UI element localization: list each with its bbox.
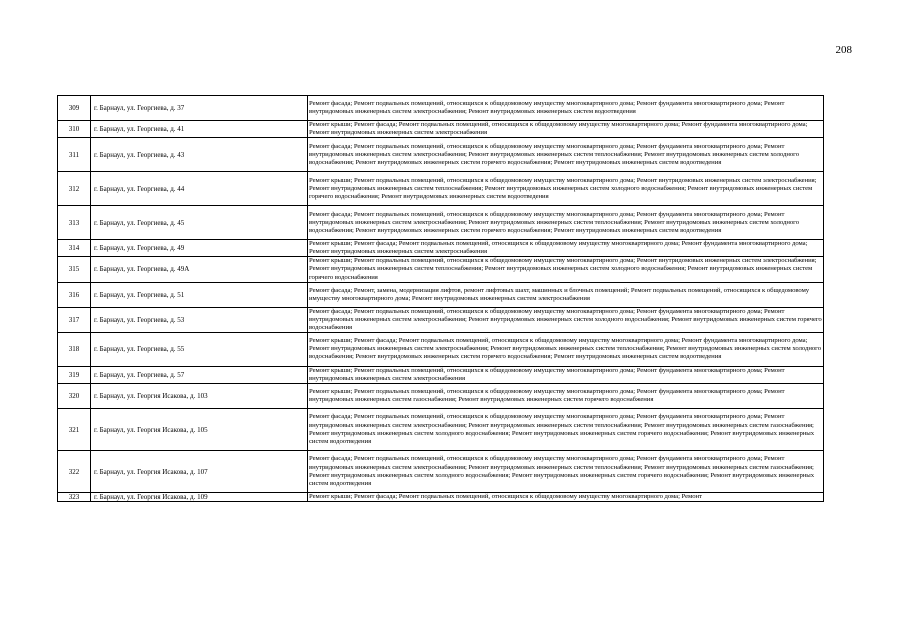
row-works: Ремонт крыши; Ремонт фасада; Ремонт подвальных помещений, относящихся к общедомовому имуществу многоквартирного дома; Ремонт (308, 493, 824, 502)
row-works: Ремонт крыши; Ремонт подвальных помещений, относящихся к общедомовому имуществу многоквартирного дома; Ремонт фундамента многоквартирного дома; Ремонт внутридомовых инженерных систем газоснабжения; Ремонт внутридомовых инженерных систем горячего водоснабжения (308, 384, 824, 409)
table-row (58, 409, 824, 451)
table-body (58, 96, 824, 502)
table-row (58, 121, 824, 138)
row-number: 310 (58, 121, 91, 138)
row-works: Ремонт фасада; Ремонт подвальных помещений, относящихся к общедомовому имуществу многоквартирного дома; Ремонт фундамента многоквартирного дома; Ремонт внутридомовых инженерных систем электроснабжения; Ремонт внутридомовых инженерных систем теплоснабжения; Ремонт внутридомовых инженерных систем газоснабжения; Ремонт внутридомовых инженерных систем холодного водоснабжения; Ремонт внутридомовых инженерных систем горячего водоснабжения; Ремонт внутридомовых инженерных систем водоотведения (308, 409, 824, 451)
row-number: 320 (58, 384, 91, 409)
row-address: г. Барнаул, ул. Георгия Исакова, д. 107 (91, 451, 308, 493)
row-works: Ремонт фасада; Ремонт подвальных помещений, относящихся к общедомовому имуществу многоквартирного дома; Ремонт фундамента многоквартирного дома; Ремонт внутридомовых инженерных систем электроснабжения; Ремонт внутридомовых инженерных систем холодного водоснабжения; Ремонт внутридомовых инженерных систем горячего водоснабжения (309, 307, 822, 331)
row-number: 311 (58, 138, 91, 172)
row-address: г. Барнаул, ул. Георгиева, д. 49 (91, 240, 308, 257)
table-row (58, 366, 824, 383)
row-works: Ремонт крыши; Ремонт подвальных помещений, относящихся к общедомовому имуществу многоквартирного дома; Ремонт внутридомовых инженерных систем электроснабжения; Ремонт внутридомовых инженерных систем теплоснабжения; Ремонт внутридомовых инженерных систем холодного водоснабжения; Ремонт внутридомовых инженерных систем горячего водоснабжения; Ремонт внутридомовых инженерных систем водоотведения (308, 172, 824, 206)
row-number: 318 (58, 332, 91, 366)
row-address: г. Барнаул, ул. Георгиева, д. 44 (91, 172, 308, 206)
row-number: 317 (58, 307, 91, 332)
table-row (58, 138, 824, 172)
row-address: г. Барнаул, ул. Георгия Исакова, д. 105 (91, 409, 308, 451)
row-works: Ремонт крыши; Ремонт фасада; Ремонт подвальных помещений, относящихся к общедомовому имуществу многоквартирного дома; Ремонт фундамента многоквартирного дома; Ремонт внутридомовых инженерных систем электроснабжения (308, 121, 824, 138)
row-works: Ремонт фасада; Ремонт подвальных помещений, относящихся к общедомовому имуществу многоквартирного дома; Ремонт фундамента многоквартирного дома; Ремонт внутридомовых инженерных систем электроснабжения; Ремонт внутридомовых инженерных систем теплоснабжения; Ремонт внутридомовых инженерных систем холодного водоснабжения; Ремонт внутридомовых инженерных систем горячего водоснабжения; Ремонт внутридомовых инженерных систем водоотведения (308, 138, 824, 172)
row-works: Ремонт крыши; Ремонт подвальных помещений, относящихся к общедомовому имуществу многоквартирного дома; Ремонт фундамента многоквартирного дома; Ремонт внутридомовых инженерных систем электроснабжения (308, 366, 824, 383)
row-works: Ремонт фасада; Ремонт подвальных помещений, относящихся к общедомовому имуществу многоквартирного дома; Ремонт фундамента многоквартирного дома; Ремонт внутридомовых инженерных систем электроснабжения; Ремонт внутридомовых инженерных систем водоотведения (308, 96, 824, 121)
row-address: г. Барнаул, ул. Георгиева, д. 57 (91, 366, 308, 383)
row-number: 314 (58, 240, 91, 257)
row-works: Ремонт крыши; Ремонт фасада; Ремонт подвальных помещений, относящихся к общедомовому имуществу многоквартирного дома; Ремонт фундамента многоквартирного дома; Ремонт внутридомовых инженерных систем электроснабжения; Ремонт внутридомовых инженерных систем теплоснабжения; Ремонт внутридомовых инженерных систем холодного водоснабжения; Ремонт внутридомовых инженерных систем горячего водоснабжения; Ремонт внутридомовых инженерных систем водоотведения (308, 332, 824, 366)
row-address: г. Барнаул, ул. Георгиева, д. 43 (91, 138, 308, 172)
row-address: г. Барнаул, ул. Георгиева, д. 55 (91, 332, 308, 366)
table-row (58, 240, 824, 257)
row-works: Ремонт фасада; Ремонт подвальных помещений, относящихся к общедомовому имуществу многоквартирного дома; Ремонт фундамента многоквартирного дома; Ремонт внутридомовых инженерных систем электроснабжения; Ремонт внутридомовых инженерных систем теплоснабжения; Ремонт внутридомовых инженерных систем холодного водоснабжения; Ремонт внутридомовых инженерных систем горячего водоснабжения; Ремонт внутридомовых инженерных систем водоотведения (308, 206, 824, 240)
row-address: г. Барнаул, ул. Георгия Исакова, д. 109 (91, 493, 308, 502)
row-works: Ремонт крыши; Ремонт фасада; Ремонт подвальных помещений, относящихся к общедомовому имуществу многоквартирного дома; Ремонт фундамента многоквартирного дома; Ремонт внутридомовых инженерных систем электроснабжения (308, 240, 824, 257)
table-row (58, 384, 824, 409)
table-row (58, 307, 824, 332)
table-row (58, 206, 824, 240)
row-number: 322 (58, 451, 91, 493)
row-address: г. Барнаул, ул. Георгия Исакова, д. 103 (91, 384, 308, 409)
row-address: г. Барнаул, ул. Георгиева, д. 51 (91, 282, 308, 307)
table-row (58, 96, 824, 121)
table-row (58, 282, 824, 307)
row-number: 319 (58, 366, 91, 383)
row-address: г. Барнаул, ул. Георгиева, д. 37 (91, 96, 308, 121)
row-number: 313 (58, 206, 91, 240)
row-number: 316 (58, 282, 91, 307)
repair-works-table (57, 95, 824, 502)
row-works: Ремонт фасада; Ремонт, замена, модернизация лифтов, ремонт лифтовых шахт, машинных и блочных помещений; Ремонт подвальных помещений, относящихся к общедомовому имуществу многоквартирного дома; Ремонт внутридомовых инженерных систем электроснабжения (308, 282, 824, 307)
table-row (58, 451, 824, 493)
row-address: г. Барнаул, ул. Георгиева, д. 45 (91, 206, 308, 240)
row-address: г. Барнаул, ул. Георгиева, д. 53 (91, 307, 308, 332)
page-number: 208 (835, 44, 852, 56)
row-works: Ремонт фасада; Ремонт подвальных помещений, относящихся к общедомовому имуществу многоквартирного дома; Ремонт фундамента многоквартирного дома; Ремонт внутридомовых инженерных систем электроснабжения; Ремонт внутридомовых инженерных систем теплоснабжения; Ремонт внутридомовых инженерных систем газоснабжения; Ремонт внутридомовых инженерных систем холодного водоснабжения; Ремонт внутридомовых инженерных систем горячего водоснабжения; Ремонт внутридомовых инженерных систем водоотведения (308, 451, 824, 493)
row-number: 312 (58, 172, 91, 206)
row-address: г. Барнаул, ул. Георгиева, д. 41 (91, 121, 308, 138)
row-number: 315 (58, 257, 91, 282)
row-number: 321 (58, 409, 91, 451)
row-number: 309 (58, 96, 91, 121)
table-row (58, 332, 824, 366)
row-number: 323 (58, 493, 91, 502)
row-works: Ремонт крыши; Ремонт подвальных помещений, относящихся к общедомовому имуществу многоквартирного дома; Ремонт внутридомовых инженерных систем электроснабжения; Ремонт внутридомовых инженерных систем теплоснабжения; Ремонт внутридомовых инженерных систем холодного водоснабжения; Ремонт внутридомовых инженерных систем горячего водоснабжения (308, 257, 824, 282)
table-row (58, 172, 824, 206)
table-row (58, 257, 824, 282)
row-address: г. Барнаул, ул. Георгиева, д. 49А (91, 257, 308, 282)
table-row (58, 493, 824, 502)
